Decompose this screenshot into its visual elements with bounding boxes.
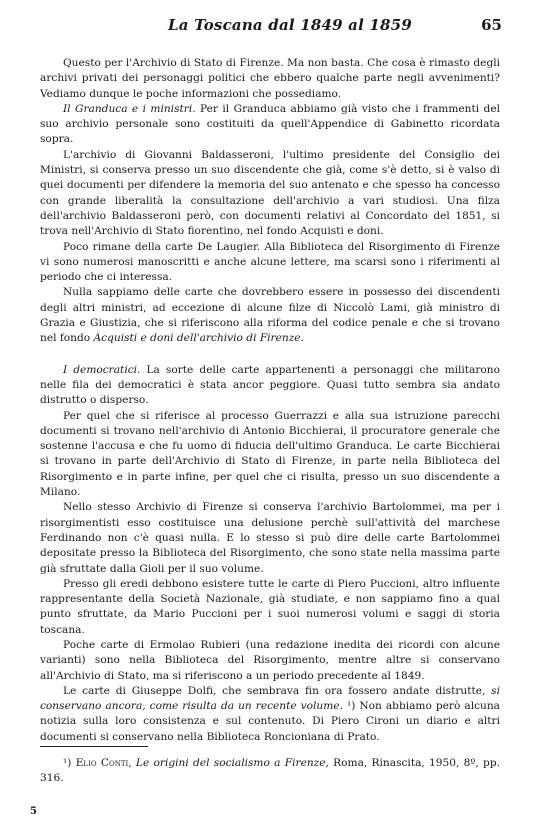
paragraph: I democratici. La sorte delle carte appartenenti a personaggi che militarono nelle fila dei democratici è stata ancor peggiore. Quasi tutto sembra sia andato distrutto o disperso. — [40, 363, 500, 407]
body-text — [40, 56, 500, 745]
page-header — [0, 16, 550, 38]
paragraph: Il Granduca e i ministri. Per il Granduca abbiamo già visto che i frammenti del suo archivio personale sono costituiti da quell'Appendice di Gabinetto ricordata sopra. — [40, 102, 500, 146]
footnote-publication: Roma, Rinascita, 1950, 8º, pp. 316. — [40, 757, 500, 785]
paragraph: Nulla sappiamo delle carte che dovrebbero essere in possesso dei discendenti degli altri ministri, ad eccezione di alcune filze di Niccolò Lami, già ministro di Grazia e Giustizia, che si riferiscono alla riforma del codice penale e che si trovano nel fondo Acquisti e doni dell'archivio di Firenze. — [40, 286, 500, 345]
paragraph: Poche carte di Ermolao Rubieri (una redazione inedita dei ricordi con alcune varianti) sono nella Biblioteca del Risorgimento, mentre altre si conservano all'Archivio di Stato, ma si riferiscono a un periodo precedente al 1849. — [40, 638, 500, 682]
footnote-title: Le origini del socialismo a Firenze, — [131, 757, 329, 769]
paragraph: Le carte di Giuseppe Dolfi, che sembrava fin ora fossero andate distrutte, si conservano ancora, come risulta da un recente volume. ¹) Non abbiamo però alcuna notizia sulla loro consistenza e sul contenuto. Di Piero Cironi un diario e altri documenti si conservano nella Biblioteca Roncioniana di Prato. — [40, 684, 500, 743]
footnote — [40, 756, 500, 787]
paragraph: Per quel che si riferisce al processo Guerrazzi e alla sua istruzione parecchi documenti si trovano nell'archivio di Antonio Bicchierai, il procuratore generale che sostenne l'accusa e che fu uomo di fiducia dell'ultimo Granduca. Le carte Bicchierai si trovano in parte dell'Archivio di Stato di Firenze, in parte nella Biblioteca del Risorgimento e in parte infine, per quel che ci risulta, presso un suo discendente a Milano. — [40, 409, 500, 499]
paragraph: L'archivio di Giovanni Baldasseroni, l'ultimo presidente del Consiglio dei Ministri, si conserva presso un suo discendente che già, come s'è detto, si è valso di quei documenti per difendere la memoria del suo antenato e che spesso ha concesso con grande liberalità la consultazione dell'archivio a vari studiosi. Una filza dell'archivio Baldasseroni però, con documenti relativi al Concordato del 1851, si trova nell'Archivio di Stato fiorentino, nel fondo Acquisti e doni. — [40, 148, 500, 238]
section-heading: I democratici. — [63, 363, 141, 376]
paragraph: Presso gli eredi debbono esistere tutte le carte di Piero Puccioni, altro influente rappresentante della Società Nazionale, già studiate, e non sappiamo fino a qual punto sfruttate, da Mario Puccioni per i suoi numerosi volumi e saggi di storia toscana. — [40, 577, 500, 636]
running-title: La Toscana dal 1849 al 1859 — [168, 16, 412, 34]
section-heading: Il Granduca e i ministri. — [63, 102, 196, 115]
footnote-author: Elio Conti, — [75, 757, 132, 769]
paragraph: Questo per l'Archivio di Stato di Firenze. Ma non basta. Che cosa è rimasto degli archivi privati dei personaggi politici che ebbero qualche parte negli avvenimenti? Vediamo dunque le poche informazioni che possediamo. — [40, 57, 500, 100]
paragraph: Nello stesso Archivio di Firenze si conserva l'archivio Bartolommei, ma per i risorgimentisti esso costituisce una delusione perchè sull'attività del marchese Ferdinando non c'è quasi nulla. E lo stesso si può dire delle carte Bartolommei depositate presso la Biblioteca del Risorgimento, che sono state nella massima parte già sfruttate dalla Gioli per il suo volume. — [40, 501, 500, 575]
signature-mark: 5 — [30, 806, 37, 817]
page-number: 65 — [481, 16, 502, 34]
paragraph: Poco rimane della carte De Laugier. Alla Biblioteca del Risorgimento di Firenze vi sono numerosi manoscritti e anche alcune lettere, ma scarsi sono i riferimenti al periodo che ci interessa. — [40, 240, 500, 284]
footnote-divider — [40, 746, 148, 747]
footnote-marker: ¹) — [63, 757, 76, 769]
